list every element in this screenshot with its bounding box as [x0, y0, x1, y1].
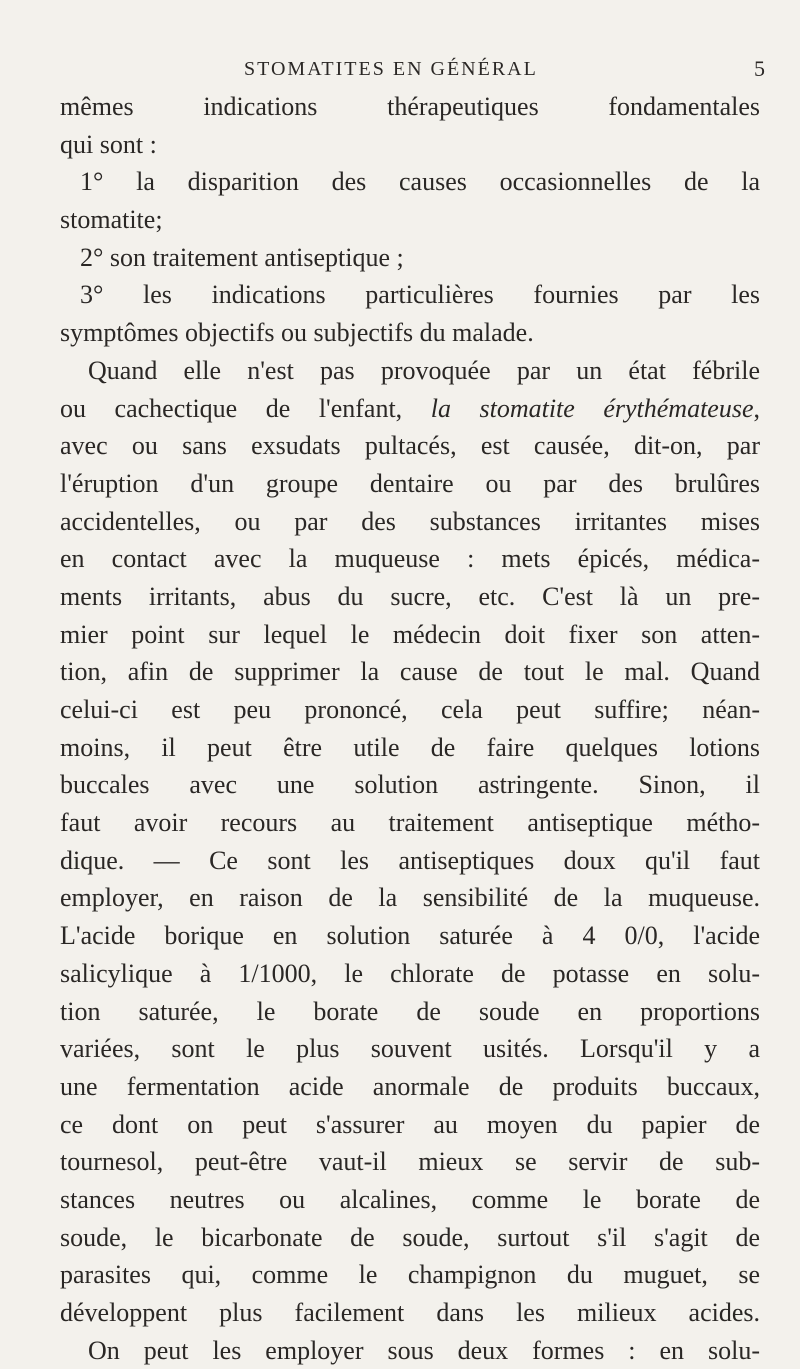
- text-line-content: faut avoir recours au traitement antiseptique métho-: [60, 808, 760, 838]
- text-line-content: l'éruption d'un groupe dentaire ou par des brulûres: [60, 468, 760, 498]
- text-line: [60, 352, 760, 390]
- text-line: [60, 1068, 760, 1106]
- text-line: [60, 465, 760, 503]
- text-line-content: ments irritants, abus du sucre, etc. C'est là un pre-: [60, 581, 760, 611]
- text-line-content: variées, sont le plus souvent usités. Lorsqu'il y a: [60, 1034, 760, 1064]
- text-line-content: mier point sur lequel le médecin doit fixer son atten-: [60, 619, 760, 649]
- text-line: [60, 314, 760, 352]
- body-text: [60, 88, 760, 1369]
- running-head: [0, 52, 800, 92]
- page-number: 5: [754, 56, 765, 81]
- text-line-content: 2° son traitement antiseptique ;: [80, 242, 404, 272]
- text-line: [60, 1332, 760, 1369]
- text-line-content: une fermentation acide anormale de produits buccaux,: [60, 1071, 760, 1101]
- text-line-content: moins, il peut être utile de faire quelques lotions: [60, 732, 760, 762]
- text-line: [60, 540, 760, 578]
- text-line: [60, 276, 760, 314]
- text-line: [60, 653, 760, 691]
- text-line: [60, 239, 760, 277]
- text-line-content: tion, afin de supprimer la cause de tout le mal. Quand: [60, 657, 760, 687]
- text-line: [60, 842, 760, 880]
- text-line: [60, 578, 760, 616]
- text-line-content: 1° la disparition des causes occasionnelles de la: [80, 167, 760, 197]
- text-line-content: soude, le bicarbonate de soude, surtout s'il s'agit de: [60, 1222, 760, 1252]
- text-line: [60, 917, 760, 955]
- text-line-content: 3° les indications particulières fournies par les: [80, 280, 760, 310]
- italic-term: la stomatite érythémateuse: [430, 393, 754, 423]
- text-line-content: parasites qui, comme le champignon du muguet, se: [60, 1260, 760, 1290]
- text-line: [60, 201, 760, 239]
- text-line-content: ou cachectique de l'enfant,: [60, 393, 403, 423]
- text-line-content: stomatite;: [60, 205, 163, 235]
- text-line: [60, 955, 760, 993]
- text-line-content: développent plus facilement dans les milieux acides.: [60, 1298, 760, 1327]
- text-line-content: tion saturée, le borate de soude en proportions: [60, 996, 760, 1026]
- text-line-content: On peut les employer sous deux formes : en solu-: [88, 1335, 760, 1365]
- text-line-content: qui sont :: [60, 129, 157, 159]
- text-line: [60, 1030, 760, 1068]
- running-title: STOMATITES EN GÉNÉRAL: [244, 58, 538, 80]
- text-line-content: symptômes objectifs ou subjectifs du malade.: [60, 318, 534, 348]
- text-line-content: ce dont on peut s'assurer au moyen du papier de: [60, 1109, 760, 1139]
- text-line: [60, 1181, 760, 1219]
- text-line-content: employer, en raison de la sensibilité de la muqueuse.: [60, 883, 760, 913]
- text-line: [60, 427, 760, 465]
- text-line: [60, 1294, 760, 1332]
- text-line: [60, 691, 760, 729]
- text-line-content: en contact avec la muqueuse : mets épicés, médica-: [60, 544, 760, 574]
- text-line-content: celui-ci est peu prononcé, cela peut suffire; néan-: [60, 695, 760, 724]
- text-line-tail: ,: [753, 393, 760, 423]
- text-line: [60, 126, 760, 164]
- text-line-content: buccales avec une solution astringente. Sinon, il: [60, 770, 760, 800]
- text-line: [60, 993, 760, 1031]
- text-line-content: dique. — Ce sont les antiseptiques doux qu'il faut: [60, 845, 760, 875]
- text-line: [60, 879, 760, 917]
- text-line-content: avec ou sans exsudats pultacés, est causée, dit-on, par: [60, 431, 760, 461]
- text-line: [60, 503, 760, 541]
- text-line: [60, 1256, 760, 1294]
- text-line: [60, 729, 760, 767]
- text-line-content: stances neutres ou alcalines, comme le borate de: [60, 1184, 760, 1214]
- text-line: [60, 390, 760, 428]
- text-line: [60, 616, 760, 654]
- text-line: [60, 88, 760, 126]
- text-line-content: mêmes indications thérapeutiques fondamentales: [60, 92, 760, 121]
- text-line: [60, 766, 760, 804]
- text-line: [60, 163, 760, 201]
- text-line-content: salicylique à 1/1000, le chlorate de potasse en solu-: [60, 958, 760, 988]
- text-line: [60, 1219, 760, 1257]
- text-line: [60, 1106, 760, 1144]
- text-line: [60, 804, 760, 842]
- text-line-content: Quand elle n'est pas provoquée par un état fébrile: [88, 355, 760, 385]
- text-line: [60, 1143, 760, 1181]
- text-line-content: accidentelles, ou par des substances irritantes mises: [60, 506, 760, 536]
- text-line-content: tournesol, peut-être vaut-il mieux se servir de sub-: [60, 1147, 760, 1177]
- text-line-content: L'acide borique en solution saturée à 4 0/0, l'acide: [60, 921, 760, 951]
